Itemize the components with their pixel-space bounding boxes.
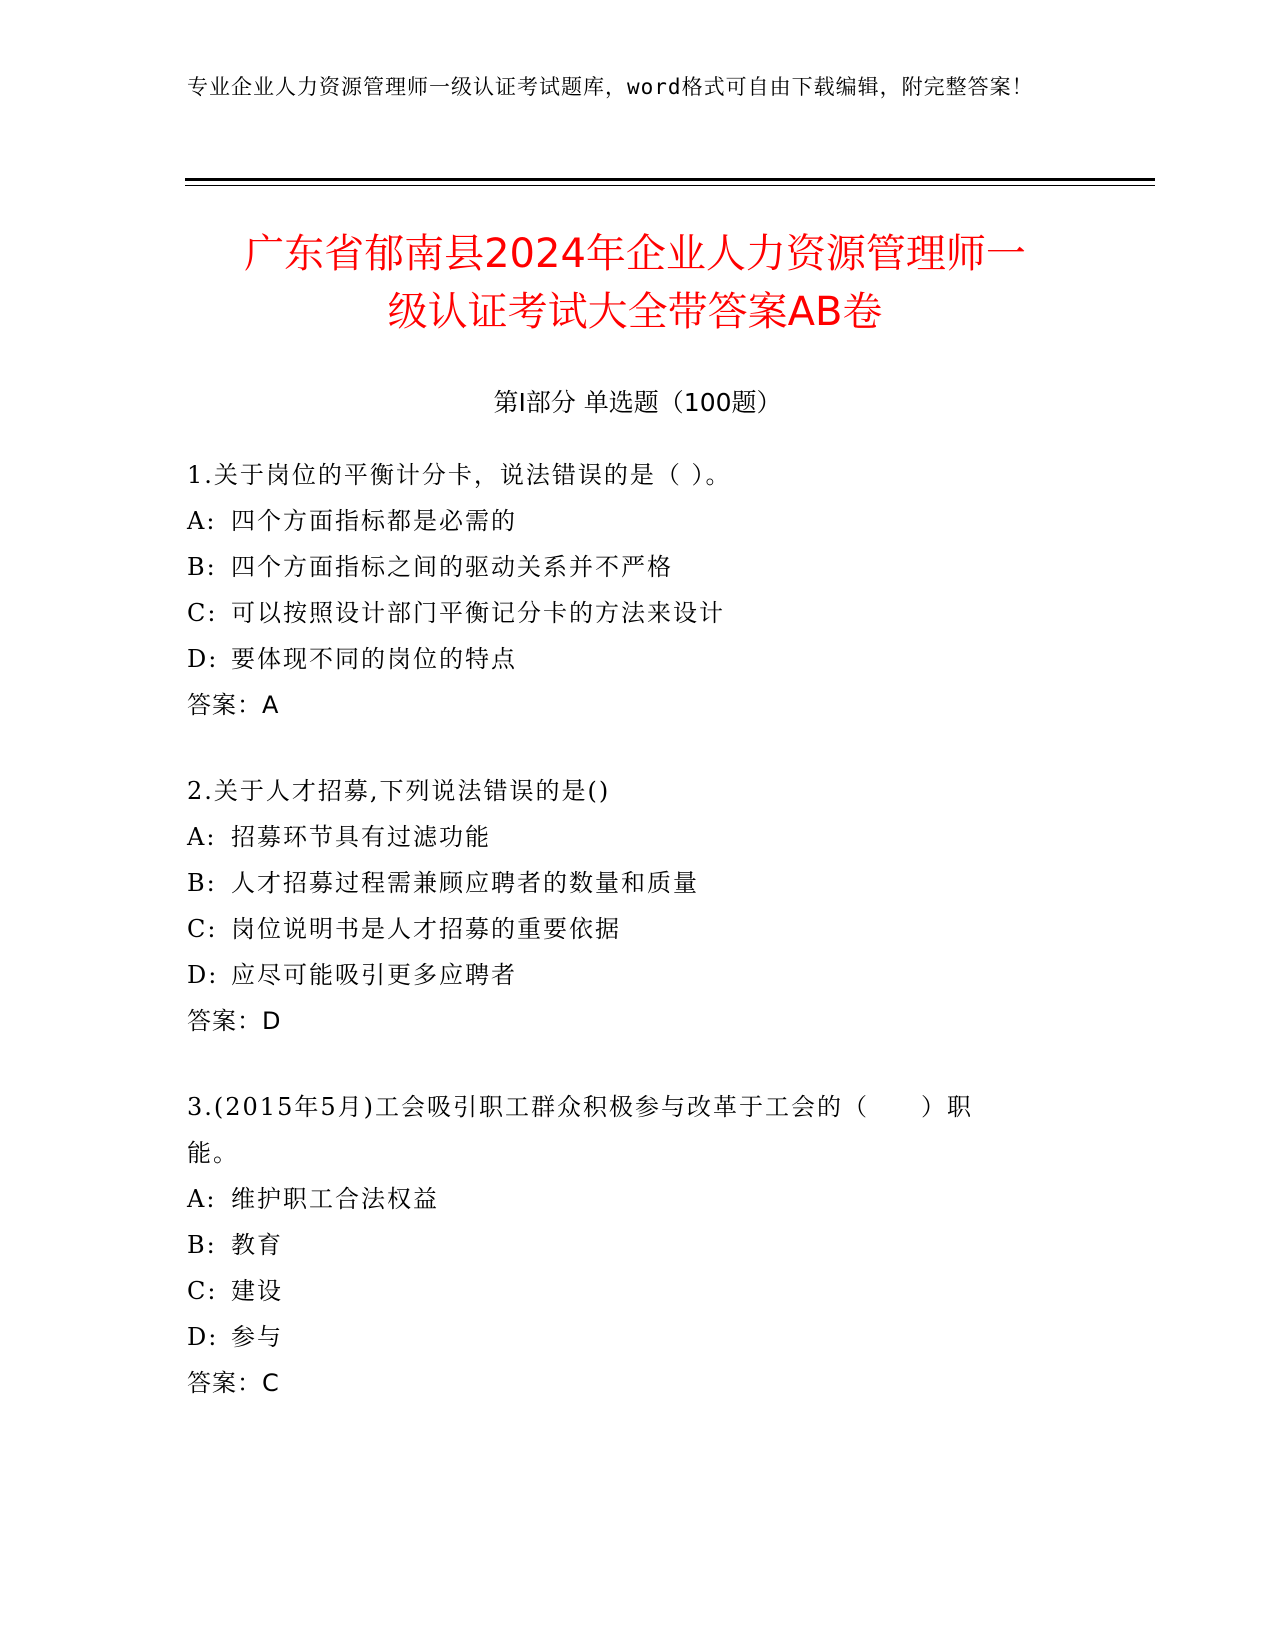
option-key: B: [187, 553, 217, 581]
document-title [160, 225, 1110, 341]
option-text: 四个方面指标之间的驱动关系并不严格 [231, 553, 673, 581]
option-key: A: [187, 823, 217, 851]
option-d [187, 952, 1067, 998]
option-text: 人才招募过程需兼顾应聘者的数量和质量 [231, 869, 699, 897]
option-text: 参与 [231, 1323, 283, 1351]
option-b [187, 544, 1067, 590]
question-2 [187, 768, 1067, 1044]
option-text: 岗位说明书是人才招募的重要依据 [231, 915, 621, 943]
option-text: 招募环节具有过滤功能 [231, 823, 491, 851]
option-text: 教育 [231, 1231, 283, 1259]
option-c [187, 1268, 1067, 1314]
option-b [187, 860, 1067, 906]
question-stem: 2.关于人才招募,下列说法错误的是() [187, 777, 611, 805]
option-text: 应尽可能吸引更多应聘者 [231, 961, 517, 989]
option-key: B: [187, 1231, 217, 1259]
answer-line: 答案：D [187, 1007, 282, 1035]
option-a [187, 814, 1067, 860]
answer-line: 答案：A [187, 691, 280, 719]
question-1 [187, 452, 1067, 728]
option-key: A: [187, 507, 217, 535]
option-text: 建设 [231, 1277, 283, 1305]
option-c [187, 590, 1067, 636]
header-divider-thin [185, 185, 1155, 186]
question-3 [187, 1084, 1067, 1406]
option-key: D: [187, 961, 219, 989]
option-text: 维护职工合法权益 [231, 1185, 439, 1213]
question-stem: 1.关于岗位的平衡计分卡，说法错误的是（ ）。 [187, 461, 732, 489]
question-stem-line-1: 3.(2015年5月)工会吸引职工群众积极参与改革于工会的（ ）职 [187, 1093, 973, 1121]
answer-line: 答案：C [187, 1369, 280, 1397]
option-key: B: [187, 869, 217, 897]
option-text: 可以按照设计部门平衡记分卡的方法来设计 [231, 599, 725, 627]
document-title-line-2: 级认证考试大全带答案AB卷 [387, 289, 883, 335]
option-text: 要体现不同的岗位的特点 [231, 645, 517, 673]
section-title: 第Ⅰ部分 单选题（100题） [493, 388, 782, 417]
option-d [187, 636, 1067, 682]
option-c [187, 906, 1067, 952]
option-b [187, 1222, 1067, 1268]
option-key: C: [187, 599, 218, 627]
option-key: C: [187, 1277, 218, 1305]
option-a [187, 498, 1067, 544]
option-key: D: [187, 645, 219, 673]
header-note: 专业企业人力资源管理师一级认证考试题库，word格式可自由下载编辑，附完整答案！ [187, 75, 1034, 99]
option-text: 四个方面指标都是必需的 [231, 507, 517, 535]
option-key: C: [187, 915, 218, 943]
option-a [187, 1176, 1067, 1222]
option-key: D: [187, 1323, 219, 1351]
question-stem-line-2: 能。 [187, 1139, 239, 1167]
document-title-line-1: 广东省郁南县2024年企业人力资源管理师一 [244, 231, 1026, 277]
option-d [187, 1314, 1067, 1360]
header-divider-thick [185, 178, 1155, 181]
option-key: A: [187, 1185, 217, 1213]
